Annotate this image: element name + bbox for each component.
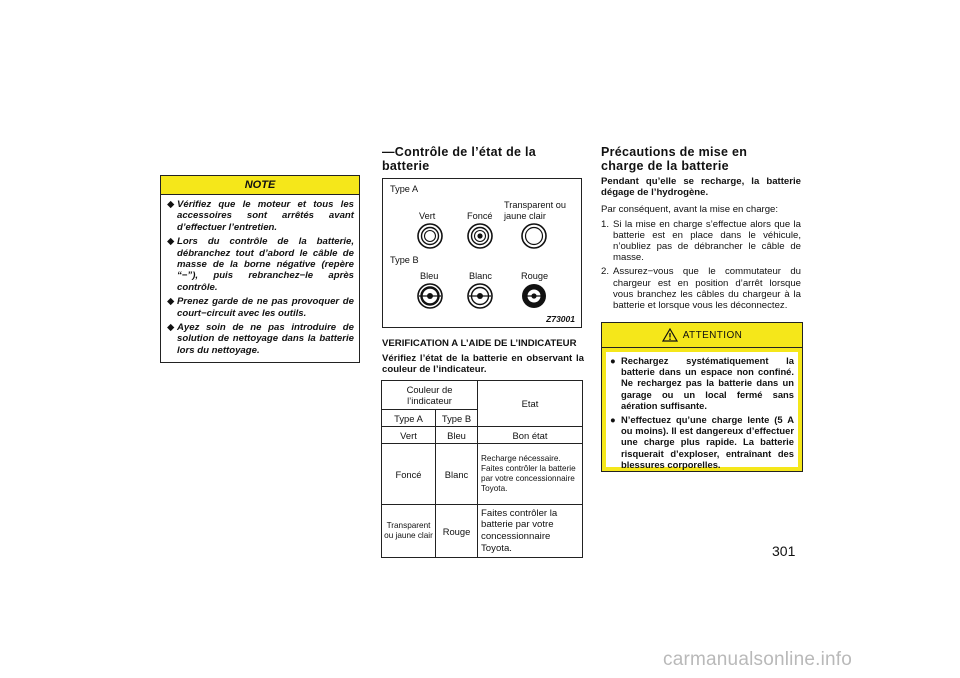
note-list [161,195,359,356]
indicator-figure [382,178,582,328]
attention-title: ATTENTION [682,329,743,341]
figure-transparent-line: jaune clair [504,210,546,221]
figure-rouge-label: Rouge [521,271,549,281]
indicator-blanc-icon [467,283,493,309]
section-heading-line: Précautions de mise en [601,145,748,159]
indicator-vert-icon [417,223,443,249]
diamond-bullet-icon: ◆ [167,199,175,210]
table-cell: Vert [382,427,436,444]
list-item-number: 1. [601,218,610,230]
attention-item-text: Rechargez systématiquement la batterie dans un espace non confiné. Ne rechargez pas la batterie dans un garage ou un local fermé sans aération suffisante. [621,355,794,411]
table-cell: Faites contrôler la batterie par votre concessionnaire Toyota. [478,505,583,558]
attention-item [610,414,794,470]
precautions-intro-bold: Pendant qu’elle se recharge, la batterie dégage de l’hydrogène. [601,176,801,199]
note-item-text: Prenez garde de ne pas provoquer de court−circuit avec les outils. [177,296,354,319]
figure-transparent-line: Transparent ou [504,200,566,210]
note-item [167,236,354,293]
page-number: 301 [772,543,796,559]
note-item-text: Ayez soin de ne pas introduire de solution de nettoyage dans la batterie lors du nettoyage. [177,322,354,356]
note-item [167,322,354,356]
figure-bleu-label: Bleu [420,271,439,281]
diamond-bullet-icon: ◆ [167,322,175,334]
note-title: NOTE [161,176,359,195]
table-cell: Bon état [478,427,583,444]
watermark: carmanualsonline.info [663,649,853,670]
figure-fonce-label: Foncé [467,211,493,221]
indicator-bleu-icon [417,283,443,309]
table-cell: Bleu [436,427,478,444]
figure-blanc-label: Blanc [469,271,492,281]
verification-title: VERIFICATION A L’AIDE DE L’INDICATEUR [382,338,577,349]
indicator-table [381,380,583,558]
precautions-intro: Par conséquent, avant la mise en charge: [601,204,779,216]
figure-type-b-label: Type B [390,255,419,265]
table-row [382,444,583,505]
attention-box [601,322,803,472]
table-header-couleur: Couleur de l’indicateur [382,381,478,410]
section-heading-line: charge de la batterie [601,159,729,173]
figure-type-a-label: Type A [390,184,419,194]
figure-vert-label: Vert [419,211,436,221]
table-cell: Foncé [382,444,436,505]
figure-code: Z73001 [546,314,575,324]
verification-text: Vérifiez l’état de la batterie en observant la couleur de l’indicateur. [382,353,584,376]
list-item [601,266,801,311]
note-item [167,199,354,233]
section-heading-line: —Contrôle de l’état de la [382,145,537,159]
table-header-etat: Etat [478,381,583,427]
note-item-text: Lors du contrôle de la batterie, débranchez tout d’abord le câble de masse de la borne négative (repère “−”), puis rebranchez−le après contrôle. [177,236,354,293]
indicator-fonce-icon [467,223,493,249]
section-heading [601,145,811,173]
table-cell: Recharge nécessaire. Faites contrôler la batterie par votre concessionnaire Toyota. [478,444,583,505]
note-item-text: Vérifiez que le moteur et tous les accessoires sont arrêtés avant d’effectuer l’entretien. [177,199,354,233]
table-cell: Blanc [436,444,478,505]
precautions-body [601,176,801,311]
round-bullet-icon: ● [610,414,616,426]
warning-triangle-icon [662,328,678,342]
table-cell: Transparent ou jaune clair [382,505,436,558]
list-item-number: 2. [601,266,610,278]
note-item [167,296,354,319]
list-item [601,219,801,264]
diamond-bullet-icon: ◆ [167,236,175,248]
table-header-type-a: Type A [382,410,436,427]
attention-item [610,355,794,411]
attention-content [606,352,798,470]
diamond-bullet-icon: ◆ [167,296,175,308]
indicator-rouge-icon [521,283,547,309]
table-row [382,427,583,444]
list-item-text: Assurez−vous que le commutateur du chargeur est en position d’arrêt lorsque vous branchez les câbles du chargeur à la batterie et lorsque vous les déconnectez. [613,266,801,312]
indicator-transparent-icon [521,223,547,249]
round-bullet-icon: ● [610,355,616,366]
attention-item-text: N’effectuez qu’une charge lente (5 A ou moins). Il est dangereux d’effectuer une charge plus rapide. La batterie risquerait d’exploser, entraînant des blessures corporelles. [621,414,794,470]
note-box [160,175,360,363]
table-header-row [382,381,583,410]
list-item-text: Si la mise en charge s’effectue alors que la batterie est en place dans le véhicule, n’oubliez pas de débrancher le câble de masse. [613,218,801,264]
table-header-type-b: Type B [436,410,478,427]
table-cell: Rouge [436,505,478,558]
figure-transparent-label [504,200,566,221]
section-heading [382,145,592,173]
table-row [382,505,583,558]
attention-header [602,323,802,348]
section-heading-line: batterie [382,159,430,173]
